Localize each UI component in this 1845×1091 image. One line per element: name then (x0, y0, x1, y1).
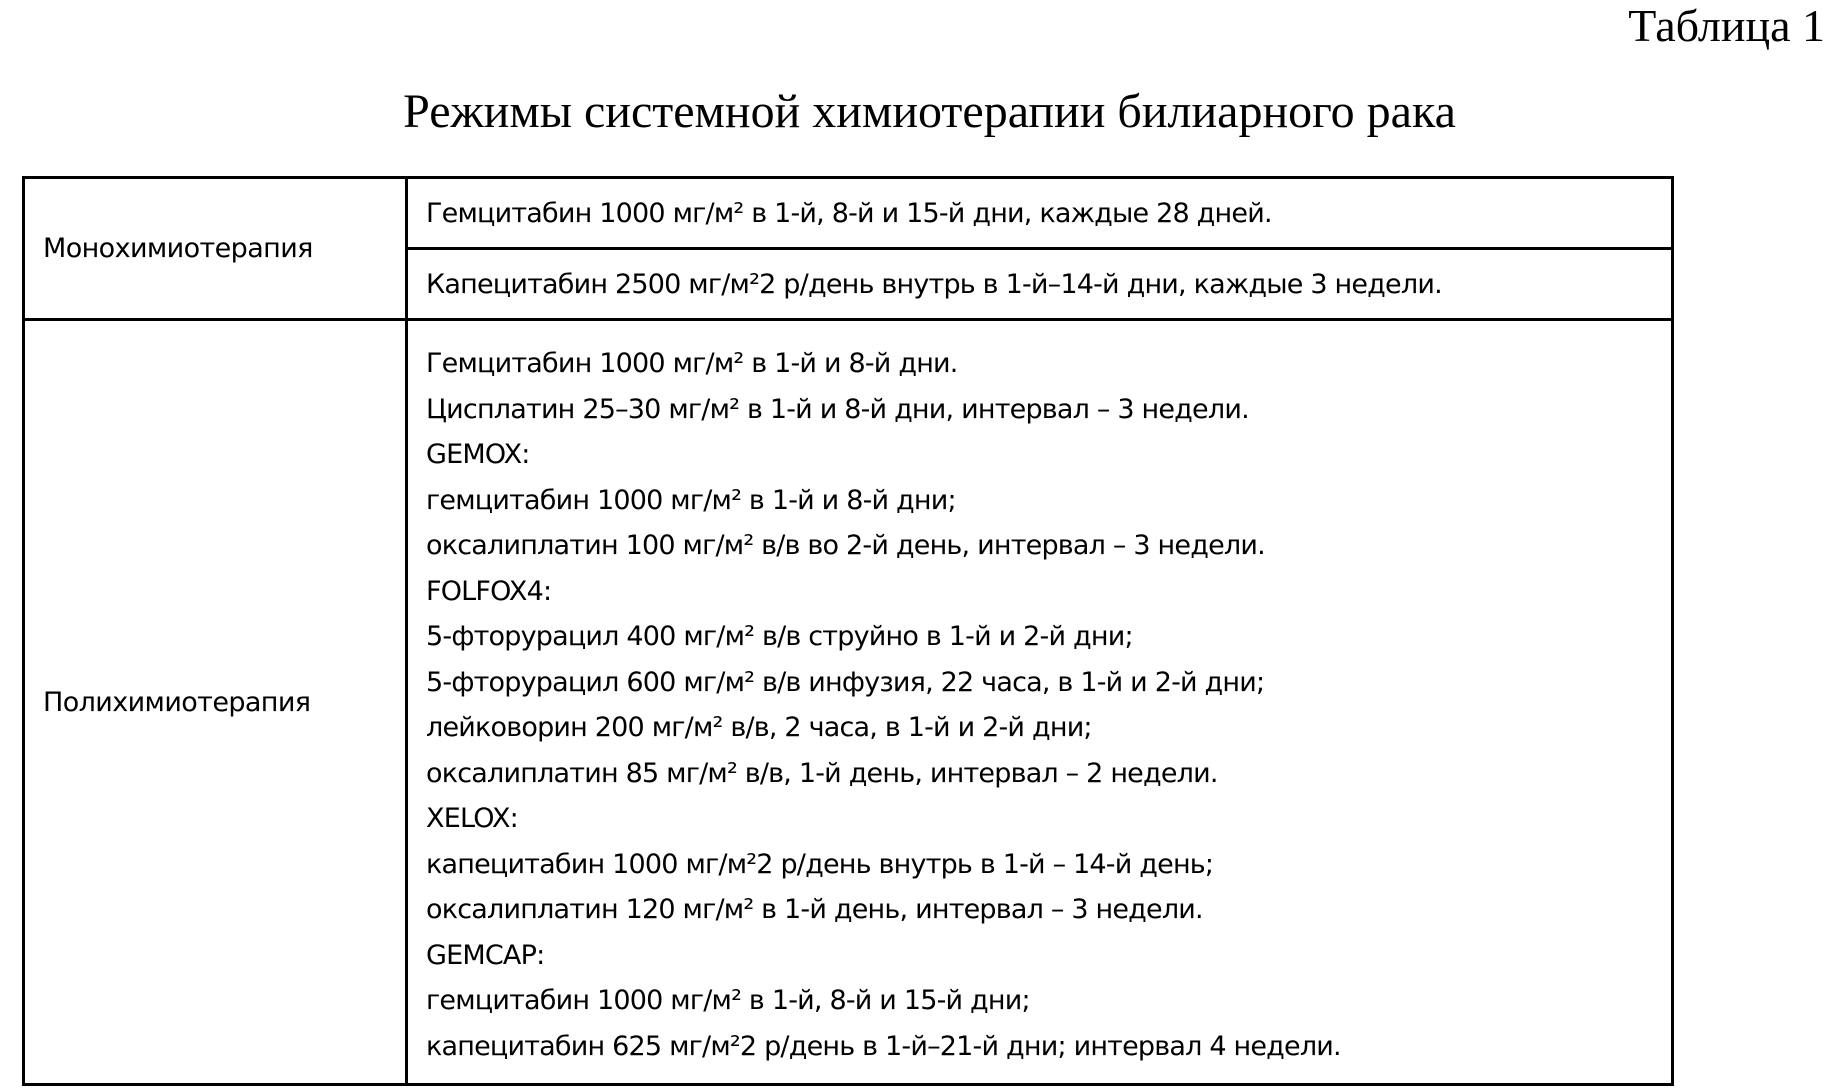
polychemotherapy-regimens-cell (407, 320, 1673, 1085)
polychemotherapy-category-cell: Полихимиотерапия (24, 320, 407, 1085)
regimen-line: оксалиплатин 120 мг/м² в 1-й день, интервал – 3 недели. (426, 894, 1203, 925)
regimen-line: оксалиплатин 85 мг/м² в/в, 1-й день, интервал – 2 недели. (426, 757, 1218, 789)
table-number-label: Таблица 1 (1628, 0, 1825, 51)
chemotherapy-regimens-table (22, 176, 1674, 1086)
regimen-line: капецитабин 1000 мг/м²2 р/день внутрь в 1-й – 14-й день; (426, 848, 1214, 880)
regimen-line: лейковорин 200 мг/м² в/в, 2 часа, в 1-й и 2-й дни; (426, 712, 1092, 743)
regimen-line: Цисплатин 25–30 мг/м² в 1-й и 8-й дни, интервал – 3 недели. (426, 393, 1249, 425)
monochemotherapy-category-cell: Монохимиотерапия (24, 178, 407, 320)
regimen-heading-xelox: XELOX: (426, 803, 518, 834)
regimen-line: гемцитабин 1000 мг/м² в 1-й и 8-й дни; (426, 484, 956, 516)
regimen-heading-folfox4: FOLFOX4: (426, 575, 552, 607)
monochemotherapy-regimen-2: Капецитабин 2500 мг/м²2 р/день внутрь в 1-й–14-й дни, каждые 3 недели. (407, 249, 1673, 320)
regimen-line: 5-фторурацил 600 мг/м² в/в инфузия, 22 часа, в 1-й и 2-й дни; (426, 666, 1265, 698)
regimen-heading-gemox: GEMOX: (426, 439, 530, 470)
regimen-line: гемцитабин 1000 мг/м² в 1-й, 8-й и 15-й дни; (426, 985, 1030, 1016)
monochemotherapy-regimen-1: Гемцитабин 1000 мг/м² в 1-й, 8-й и 15-й дни, каждые 28 дней. (407, 178, 1673, 249)
regimen-line: капецитабин 625 мг/м²2 р/день в 1-й–21-й дни; интервал 4 недели. (426, 1030, 1341, 1062)
document-title: Режимы системной химиотерапии билиарного рака (403, 85, 1456, 138)
table-row (24, 320, 1673, 1085)
regimen-line: оксалиплатин 100 мг/м² в/в во 2-й день, интервал – 3 недели. (426, 530, 1265, 561)
regimen-heading-gemcap: GEMCAP: (426, 939, 545, 971)
table-row (24, 178, 1673, 249)
regimen-line: 5-фторурацил 400 мг/м² в/в струйно в 1-й и 2-й дни; (426, 621, 1133, 652)
regimen-line: Гемцитабин 1000 мг/м² в 1-й и 8-й дни. (426, 348, 958, 379)
